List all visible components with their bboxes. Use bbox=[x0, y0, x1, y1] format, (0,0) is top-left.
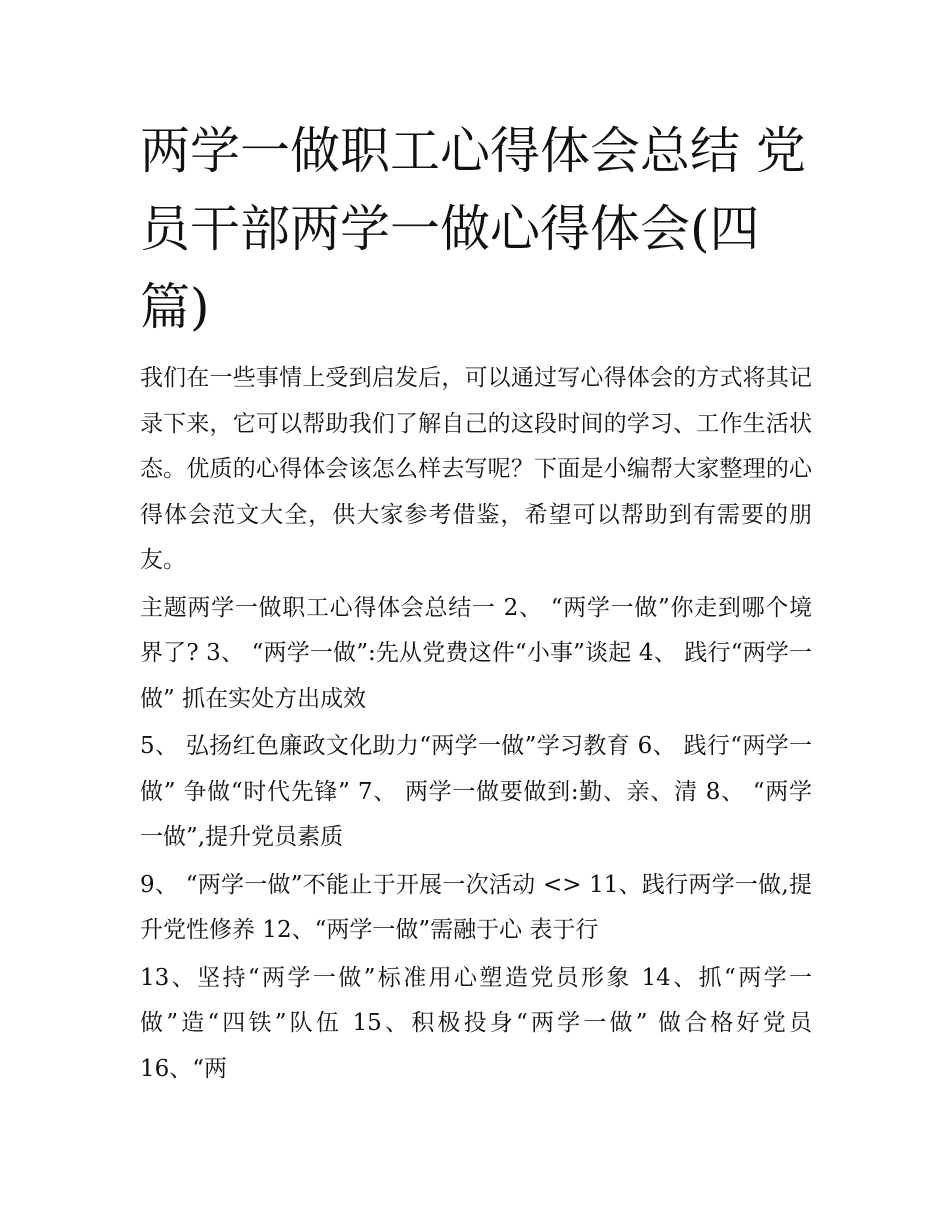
document-title: 两学一做职工心得体会总结 党员干部两学一做心得体会(四篇) bbox=[140, 122, 806, 336]
topic-list-paragraph-3: 9、 “两学一做”不能止于开展一次活动 <> 11、践行两学一做,提升党性修养 12、“两学一做”需融于心 表于行 bbox=[140, 871, 812, 943]
topic-list-paragraph-2: 5、 弘扬红色廉政文化助力“两学一做”学习教育 6、 践行“两学一做” 争做“时代先锋” 7、 两学一做要做到:勤、亲、清 8、 “两学一做”,提升党员素质 bbox=[140, 733, 812, 850]
document-page bbox=[140, 112, 812, 1092]
topic-list-paragraph-1: 主题两学一做职工心得体会总结一 2、 “两学一做”你走到哪个境界了? 3、 “两学一做”:先从党费这件“小事”谈起 4、 践行“两学一做” 抓在实处方出成效 bbox=[140, 594, 812, 712]
document-body bbox=[140, 356, 812, 1092]
intro-paragraph: 我们在一些事情上受到启发后，可以通过写心得体会的方式将其记录下来，它可以帮助我们了解自己的这段时间的学习、工作生活状态。优质的心得体会该怎么样去写呢？下面是小编帮大家整理的心得体会范文大全，供大家参考借鉴，希望可以帮助到有需要的朋友。 bbox=[140, 365, 812, 573]
topic-list-paragraph-4: 13、坚持“两学一做”标准用心塑造党员形象 14、抓“两学一做”造“四铁”队伍 15、积极投身“两学一做” 做合格好党员 16、“两 bbox=[140, 964, 812, 1082]
